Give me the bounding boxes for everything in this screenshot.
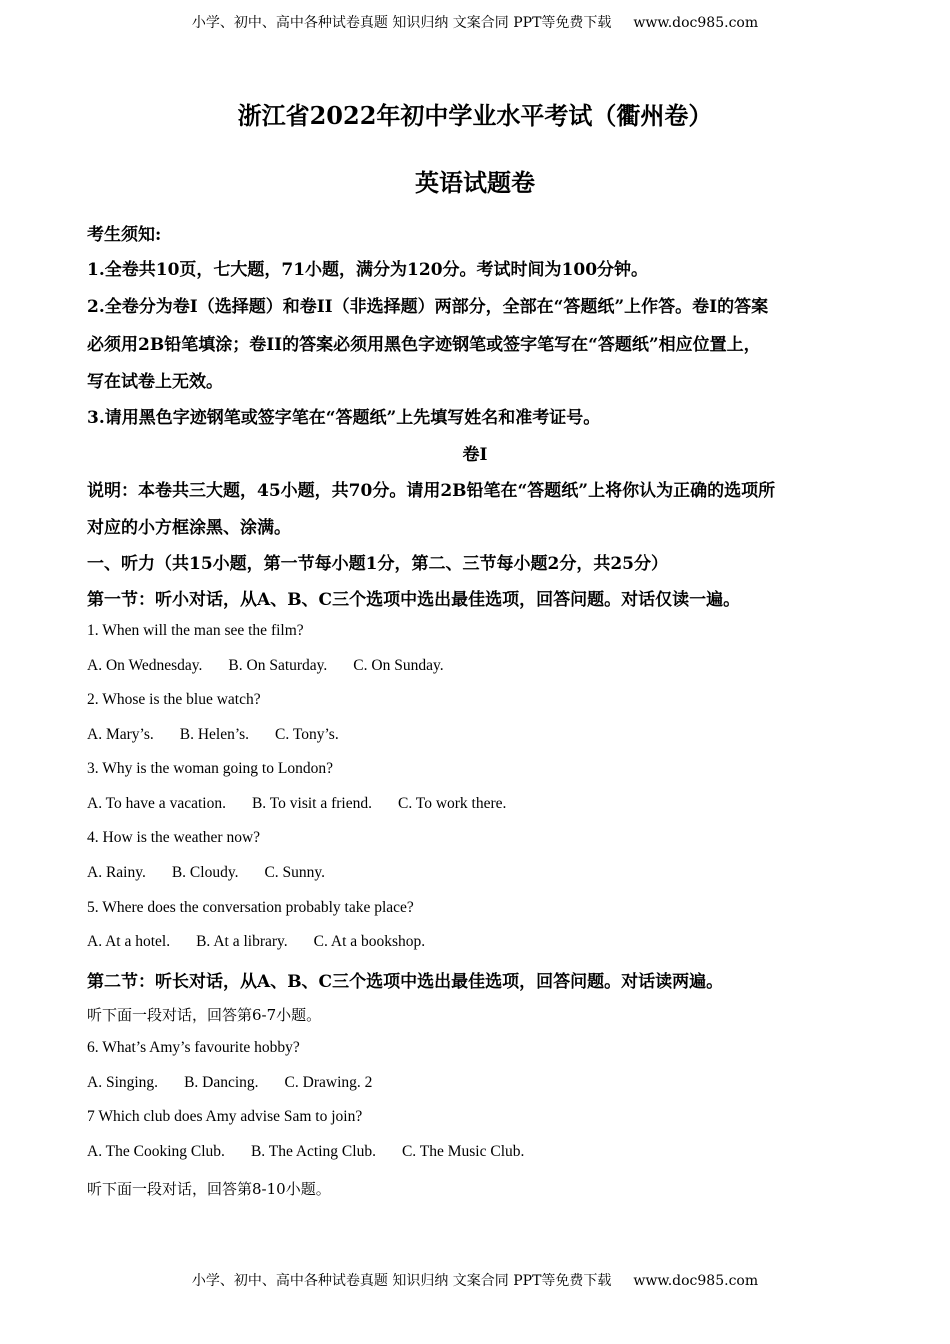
option-b: B. To visit a friend. <box>251 795 372 812</box>
option-c: C. Sunny. <box>264 864 326 881</box>
exam-title: 浙江省2022年初中学业水平考试（衢州卷） <box>237 101 713 130</box>
option-b: B. On Saturday. <box>228 657 328 674</box>
question-6: 6. What’s Amy’s favourite hobby? <box>87 1039 300 1056</box>
instructions-line-1: 说明：本卷共三大题，45小题，共70分。请用2B铅笔在“答题纸”上将你认为正确的选项所 <box>87 481 776 501</box>
option-b: B. Dancing. <box>184 1074 259 1091</box>
option-c: C. Tony’s. <box>275 726 339 743</box>
notice-line-2a: 2.全卷分为卷I（选择题）和卷II（非选择题）两部分，全部在“答题纸”上作答。卷I的答案 <box>87 297 769 317</box>
question-2-options <box>87 726 867 744</box>
option-a: A. On Wednesday. <box>87 657 203 674</box>
option-c: C. On Sunday. <box>353 657 444 674</box>
question-6-options <box>87 1074 867 1092</box>
option-a: A. To have a vacation. <box>87 795 226 812</box>
option-b: B. At a library. <box>196 933 288 950</box>
part-1-heading: 一、听力（共15小题，第一节每小题1分，第二、三节每小题2分，共25分） <box>87 554 668 574</box>
option-c: C. The Music Club. <box>401 1143 525 1160</box>
question-2: 2. Whose is the blue watch? <box>87 691 261 708</box>
volume-label: 卷I <box>462 445 488 465</box>
option-a: A. At a hotel. <box>87 933 171 950</box>
section-2-heading: 第二节：听长对话，从A、B、C三个选项中选出最佳选项，回答问题。对话读两遍。 <box>87 972 724 992</box>
question-5: 5. Where does the conversation probably take place? <box>87 899 414 916</box>
instructions-line-2: 对应的小方框涂黑、涂满。 <box>87 518 291 538</box>
dialog-1-instruction: 听下面一段对话，回答第6-7小题。 <box>87 1006 322 1024</box>
option-c: C. Drawing. 2 <box>284 1074 373 1091</box>
header-site[interactable]: www.doc985.com <box>633 15 759 31</box>
question-4: 4. How is the weather now? <box>87 829 261 846</box>
question-3: 3. Why is the woman going to London? <box>87 760 333 777</box>
option-c: C. To work there. <box>398 795 507 812</box>
notice-line-3: 3.请用黑色字迹钢笔或签字笔在“答题纸”上先填写姓名和准考证号。 <box>87 408 601 428</box>
option-b: B. The Acting Club. <box>250 1143 376 1160</box>
option-a: A. The Cooking Club. <box>87 1143 225 1160</box>
notice-line-2c: 写在试卷上无效。 <box>87 372 223 392</box>
question-1: 1. When will the man see the film? <box>87 622 304 639</box>
notice-line-1: 1.全卷共10页，七大题，71小题，满分为120分。考试时间为100分钟。 <box>87 260 649 280</box>
option-a: A. Rainy. <box>87 864 146 881</box>
option-b: B. Cloudy. <box>171 864 239 881</box>
question-7: 7 Which club does Amy advise Sam to join? <box>87 1108 363 1125</box>
header-text: 小学、初中、高中各种试卷真题 知识归纳 文案合同 PPT等免费下载 <box>191 15 612 31</box>
footer-site[interactable]: www.doc985.com <box>633 1273 759 1289</box>
question-5-options <box>87 933 867 951</box>
dialog-2-instruction: 听下面一段对话，回答第8-10小题。 <box>87 1180 331 1198</box>
question-4-options <box>87 864 867 882</box>
footer-text: 小学、初中、高中各种试卷真题 知识归纳 文案合同 PPT等免费下载 <box>191 1273 612 1289</box>
option-c: C. At a bookshop. <box>313 933 426 950</box>
page-header <box>0 12 950 32</box>
question-7-options <box>87 1143 867 1161</box>
notice-line-2b: 必须用2B铅笔填涂；卷II的答案必须用黑色字迹钢笔或签字笔写在“答题纸”相应位置上， <box>87 335 761 355</box>
option-a: A. Singing. <box>87 1074 159 1091</box>
question-3-options <box>87 795 867 813</box>
page-footer <box>0 1270 950 1290</box>
option-a: A. Mary’s. <box>87 726 154 743</box>
option-b: B. Helen’s. <box>179 726 250 743</box>
notice-heading: 考生须知: <box>87 225 162 245</box>
exam-subtitle: 英语试题卷 <box>415 168 535 197</box>
section-1-heading: 第一节：听小对话，从A、B、C三个选项中选出最佳选项，回答问题。对话仅读一遍。 <box>87 590 741 610</box>
question-1-options <box>87 657 867 675</box>
